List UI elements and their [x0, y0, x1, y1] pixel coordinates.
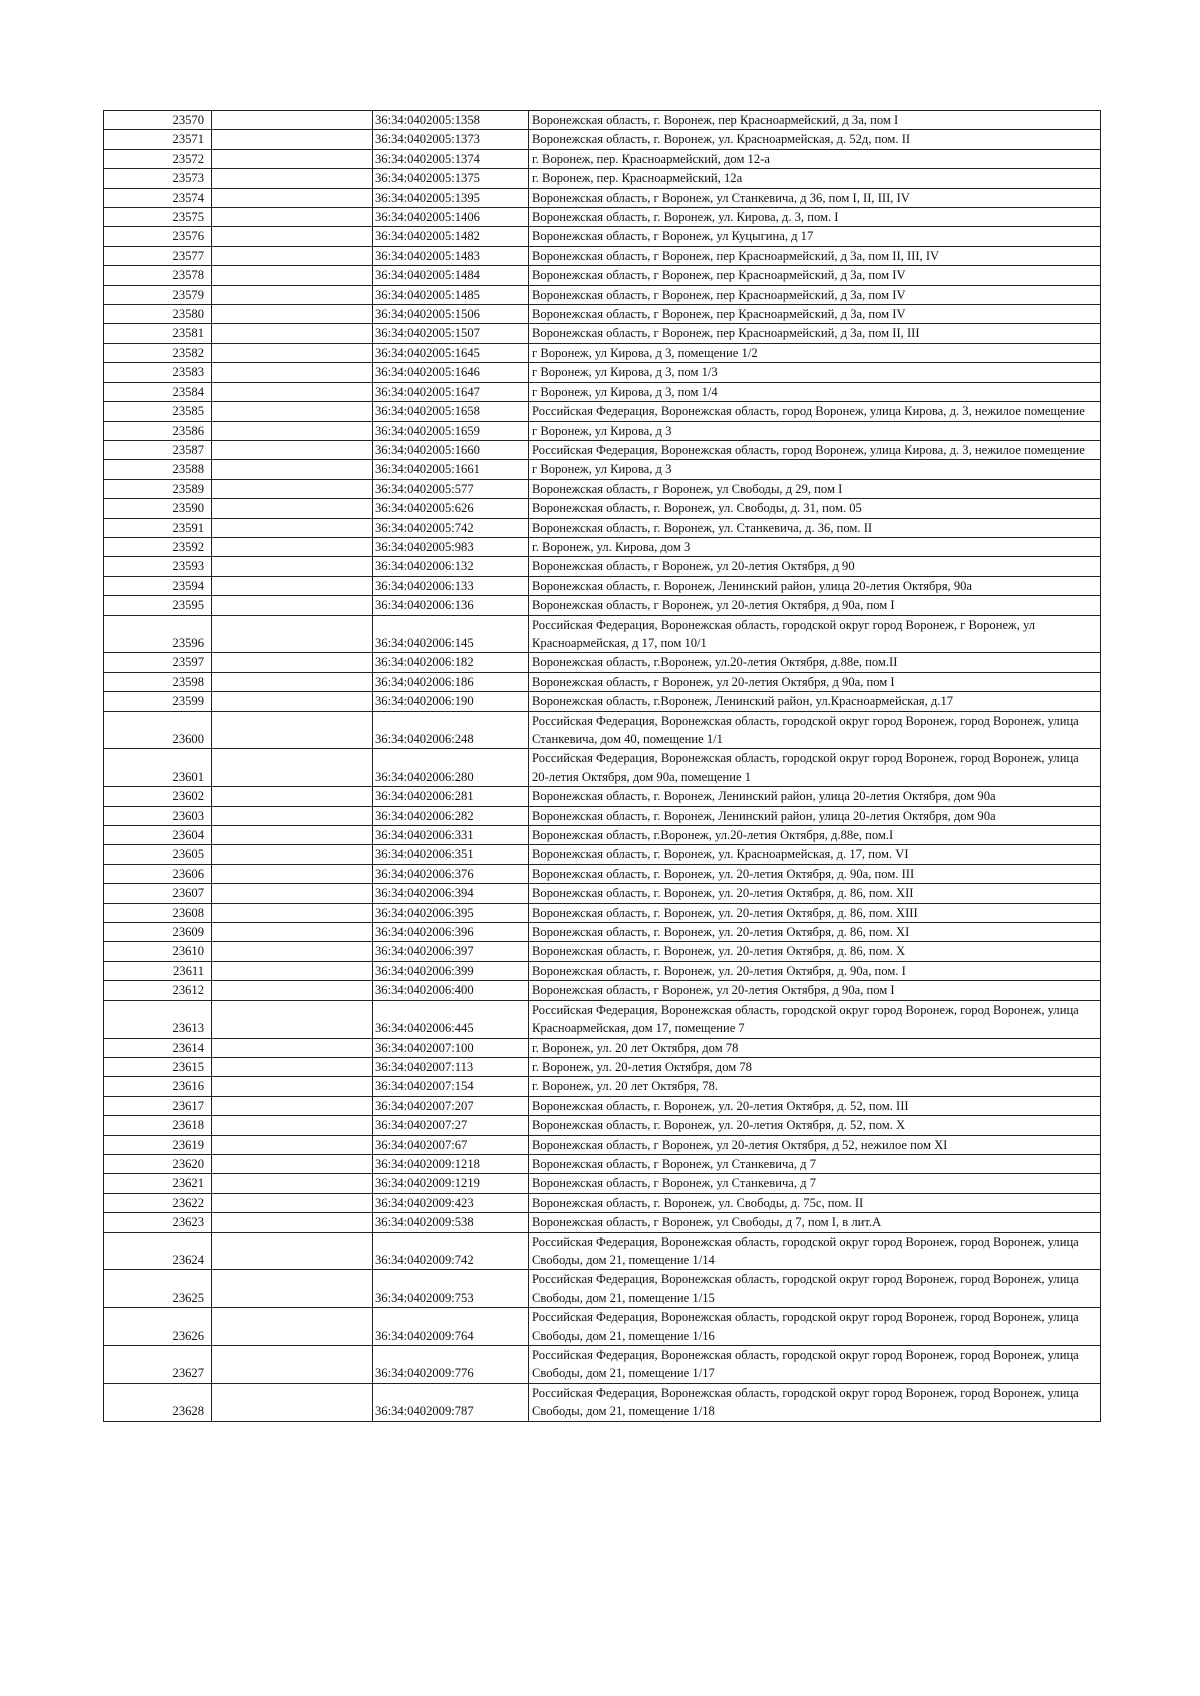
row-number-cell: 23578 — [104, 266, 212, 285]
address-cell: Воронежская область, г Воронеж, ул 20-летия Октября, д 90а, пом I — [529, 672, 1101, 691]
table-row — [104, 1057, 1101, 1076]
empty-cell — [212, 130, 373, 149]
table-row — [104, 1270, 1101, 1308]
row-number-cell: 23584 — [104, 382, 212, 401]
empty-cell — [212, 653, 373, 672]
table-row — [104, 305, 1101, 324]
cadastral-number-cell: 36:34:0402006:281 — [373, 787, 529, 806]
row-number-cell: 23601 — [104, 749, 212, 787]
row-number-cell: 23624 — [104, 1232, 212, 1270]
address-cell: Воронежская область, г. Воронеж, ул. 20-летия Октября, д. 86, пом. XIII — [529, 903, 1101, 922]
row-number-cell: 23583 — [104, 363, 212, 382]
cadastral-number-cell: 36:34:0402006:182 — [373, 653, 529, 672]
empty-cell — [212, 923, 373, 942]
row-number-cell: 23577 — [104, 246, 212, 265]
cadastral-number-cell: 36:34:0402006:394 — [373, 884, 529, 903]
table-row — [104, 596, 1101, 615]
table-row — [104, 845, 1101, 864]
table-row — [104, 499, 1101, 518]
address-cell: Воронежская область, г Воронеж, пер Красноармейский, д 3а, пом IV — [529, 266, 1101, 285]
empty-cell — [212, 942, 373, 961]
row-number-cell: 23621 — [104, 1174, 212, 1193]
row-number-cell: 23600 — [104, 711, 212, 749]
table-row — [104, 460, 1101, 479]
cadastral-number-cell: 36:34:0402005:1507 — [373, 324, 529, 343]
address-cell: Воронежская область, г. Воронеж, ул. 20-летия Октября, д. 86, пом. XI — [529, 923, 1101, 942]
row-number-cell: 23618 — [104, 1116, 212, 1135]
empty-cell — [212, 440, 373, 459]
cadastral-number-cell: 36:34:0402005:1484 — [373, 266, 529, 285]
cadastral-number-cell: 36:34:0402005:626 — [373, 499, 529, 518]
table-row — [104, 615, 1101, 653]
address-cell: Воронежская область, г. Воронеж, ул. Свободы, д. 75с, пом. II — [529, 1193, 1101, 1212]
property-table-body — [104, 111, 1101, 1422]
address-cell: Воронежская область, г Воронеж, ул 20-летия Октября, д 90а, пом I — [529, 981, 1101, 1000]
table-row — [104, 149, 1101, 168]
table-row — [104, 382, 1101, 401]
address-cell: Российская Федерация, Воронежская область, город Воронеж, улица Кирова, д. 3, нежилое помещение — [529, 440, 1101, 459]
cadastral-number-cell: 36:34:0402007:154 — [373, 1077, 529, 1096]
cadastral-number-cell: 36:34:0402006:280 — [373, 749, 529, 787]
empty-cell — [212, 1346, 373, 1384]
address-cell: Воронежская область, г Воронеж, ул 20-летия Октября, д 52, нежилое пом XI — [529, 1135, 1101, 1154]
row-number-cell: 23588 — [104, 460, 212, 479]
row-number-cell: 23608 — [104, 903, 212, 922]
empty-cell — [212, 1096, 373, 1115]
empty-cell — [212, 266, 373, 285]
address-cell: г. Воронеж, пер. Красноармейский, 12а — [529, 169, 1101, 188]
cadastral-number-cell: 36:34:0402005:1485 — [373, 285, 529, 304]
address-cell: Воронежская область, г. Воронеж, ул. Красноармейская, д. 17, пом. VI — [529, 845, 1101, 864]
empty-cell — [212, 305, 373, 324]
address-cell: Воронежская область, г.Воронеж, ул.20-летия Октября, д.88е, пом.II — [529, 653, 1101, 672]
address-cell: Воронежская область, г. Воронеж, ул. 20-летия Октября, д. 52, пом. X — [529, 1116, 1101, 1135]
empty-cell — [212, 208, 373, 227]
row-number-cell: 23580 — [104, 305, 212, 324]
row-number-cell: 23597 — [104, 653, 212, 672]
table-row — [104, 1135, 1101, 1154]
address-cell: Российская Федерация, Воронежская область, городской округ город Воронеж, город Воронеж, улица Свободы, дом 21, помещение 1/17 — [529, 1346, 1101, 1384]
row-number-cell: 23623 — [104, 1213, 212, 1232]
table-row — [104, 711, 1101, 749]
empty-cell — [212, 111, 373, 130]
table-row — [104, 981, 1101, 1000]
cadastral-number-cell: 36:34:0402007:67 — [373, 1135, 529, 1154]
cadastral-number-cell: 36:34:0402005:1645 — [373, 343, 529, 362]
row-number-cell: 23614 — [104, 1038, 212, 1057]
cadastral-number-cell: 36:34:0402006:190 — [373, 692, 529, 711]
row-number-cell: 23593 — [104, 557, 212, 576]
empty-cell — [212, 903, 373, 922]
table-row — [104, 1232, 1101, 1270]
row-number-cell: 23626 — [104, 1308, 212, 1346]
address-cell: Воронежская область, г Воронеж, ул Станкевича, д 7 — [529, 1154, 1101, 1173]
cadastral-number-cell: 36:34:0402005:1659 — [373, 421, 529, 440]
table-row — [104, 1193, 1101, 1212]
empty-cell — [212, 1000, 373, 1038]
table-row — [104, 903, 1101, 922]
address-cell: Воронежская область, г Воронеж, ул 20-летия Октября, д 90 — [529, 557, 1101, 576]
cadastral-number-cell: 36:34:0402005:1506 — [373, 305, 529, 324]
row-number-cell: 23603 — [104, 806, 212, 825]
table-row — [104, 130, 1101, 149]
cadastral-number-cell: 36:34:0402009:423 — [373, 1193, 529, 1212]
empty-cell — [212, 557, 373, 576]
row-number-cell: 23595 — [104, 596, 212, 615]
cadastral-number-cell: 36:34:0402006:397 — [373, 942, 529, 961]
empty-cell — [212, 343, 373, 362]
table-row — [104, 1077, 1101, 1096]
row-number-cell: 23596 — [104, 615, 212, 653]
address-cell: Воронежская область, г.Воронеж, Ленинский район, ул.Красноармейская, д.17 — [529, 692, 1101, 711]
table-row — [104, 266, 1101, 285]
table-row — [104, 285, 1101, 304]
address-cell: Российская Федерация, Воронежская область, городской округ город Воронеж, г Воронеж, ул Красноармейская, д 17, пом 10/1 — [529, 615, 1101, 653]
row-number-cell: 23576 — [104, 227, 212, 246]
cadastral-number-cell: 36:34:0402007:113 — [373, 1057, 529, 1076]
address-cell: г Воронеж, ул Кирова, д 3 — [529, 421, 1101, 440]
row-number-cell: 23610 — [104, 942, 212, 961]
address-cell: Воронежская область, г Воронеж, ул Станкевича, д 36, пом I, II, III, IV — [529, 188, 1101, 207]
empty-cell — [212, 1057, 373, 1076]
table-row — [104, 826, 1101, 845]
row-number-cell: 23594 — [104, 576, 212, 595]
table-row — [104, 806, 1101, 825]
table-row — [104, 653, 1101, 672]
empty-cell — [212, 537, 373, 556]
address-cell: Воронежская область, г. Воронеж, Ленинский район, улица 20-летия Октября, дом 90а — [529, 787, 1101, 806]
cadastral-number-cell: 36:34:0402005:1661 — [373, 460, 529, 479]
table-row — [104, 421, 1101, 440]
cadastral-number-cell: 36:34:0402005:1647 — [373, 382, 529, 401]
table-row — [104, 1308, 1101, 1346]
cadastral-number-cell: 36:34:0402005:983 — [373, 537, 529, 556]
address-cell: г Воронеж, ул Кирова, д 3, пом 1/3 — [529, 363, 1101, 382]
row-number-cell: 23571 — [104, 130, 212, 149]
cadastral-number-cell: 36:34:0402009:1218 — [373, 1154, 529, 1173]
empty-cell — [212, 961, 373, 980]
empty-cell — [212, 402, 373, 421]
empty-cell — [212, 787, 373, 806]
row-number-cell: 23590 — [104, 499, 212, 518]
empty-cell — [212, 421, 373, 440]
cadastral-number-cell: 36:34:0402006:376 — [373, 864, 529, 883]
address-cell: Воронежская область, г Воронеж, ул Свободы, д 7, пом I, в лит.А — [529, 1213, 1101, 1232]
address-cell: г Воронеж, ул Кирова, д 3 — [529, 460, 1101, 479]
address-cell: Российская Федерация, Воронежская область, городской округ город Воронеж, город Воронеж, улица Станкевича, дом 40, помещение 1/1 — [529, 711, 1101, 749]
table-row — [104, 1154, 1101, 1173]
empty-cell — [212, 227, 373, 246]
cadastral-number-cell: 36:34:0402005:577 — [373, 479, 529, 498]
empty-cell — [212, 169, 373, 188]
address-cell: Воронежская область, г.Воронеж, ул.20-летия Октября, д.88е, пом.I — [529, 826, 1101, 845]
table-row — [104, 557, 1101, 576]
empty-cell — [212, 692, 373, 711]
address-cell: Воронежская область, г. Воронеж, ул. Кирова, д. 3, пом. I — [529, 208, 1101, 227]
table-row — [104, 1038, 1101, 1057]
row-number-cell: 23579 — [104, 285, 212, 304]
table-row — [104, 1174, 1101, 1193]
address-cell: Воронежская область, г. Воронеж, Ленинский район, улица 20-летия Октября, 90а — [529, 576, 1101, 595]
row-number-cell: 23617 — [104, 1096, 212, 1115]
empty-cell — [212, 285, 373, 304]
table-row — [104, 749, 1101, 787]
cadastral-number-cell: 36:34:0402006:351 — [373, 845, 529, 864]
address-cell: Воронежская область, г. Воронеж, Ленинский район, улица 20-летия Октября, дом 90а — [529, 806, 1101, 825]
address-cell: Воронежская область, г Воронеж, пер Красноармейский, д 3а, пом IV — [529, 305, 1101, 324]
table-row — [104, 246, 1101, 265]
cadastral-number-cell: 36:34:0402007:27 — [373, 1116, 529, 1135]
empty-cell — [212, 1174, 373, 1193]
cadastral-number-cell: 36:34:0402006:395 — [373, 903, 529, 922]
row-number-cell: 23609 — [104, 923, 212, 942]
empty-cell — [212, 711, 373, 749]
cadastral-number-cell: 36:34:0402006:331 — [373, 826, 529, 845]
row-number-cell: 23591 — [104, 518, 212, 537]
empty-cell — [212, 749, 373, 787]
empty-cell — [212, 1193, 373, 1212]
cadastral-number-cell: 36:34:0402005:1374 — [373, 149, 529, 168]
empty-cell — [212, 1135, 373, 1154]
cadastral-number-cell: 36:34:0402009:776 — [373, 1346, 529, 1384]
row-number-cell: 23575 — [104, 208, 212, 227]
table-row — [104, 188, 1101, 207]
row-number-cell: 23615 — [104, 1057, 212, 1076]
row-number-cell: 23612 — [104, 981, 212, 1000]
row-number-cell: 23574 — [104, 188, 212, 207]
row-number-cell: 23585 — [104, 402, 212, 421]
row-number-cell: 23587 — [104, 440, 212, 459]
table-row — [104, 942, 1101, 961]
address-cell: Российская Федерация, Воронежская область, город Воронеж, улица Кирова, д. 3, нежилое помещение — [529, 402, 1101, 421]
empty-cell — [212, 615, 373, 653]
address-cell: Воронежская область, г. Воронеж, ул. 20-летия Октября, д. 90а, пом. III — [529, 864, 1101, 883]
address-cell: Воронежская область, г. Воронеж, ул. 20-летия Октября, д. 52, пом. III — [529, 1096, 1101, 1115]
table-row — [104, 672, 1101, 691]
table-row — [104, 1383, 1101, 1421]
cadastral-number-cell: 36:34:0402006:186 — [373, 672, 529, 691]
cadastral-number-cell: 36:34:0402005:1646 — [373, 363, 529, 382]
address-cell: Российская Федерация, Воронежская область, городской округ город Воронеж, город Воронеж, улица Красноармейская, дом 17, помещение 7 — [529, 1000, 1101, 1038]
empty-cell — [212, 1383, 373, 1421]
empty-cell — [212, 981, 373, 1000]
table-row — [104, 576, 1101, 595]
cadastral-number-cell: 36:34:0402005:1658 — [373, 402, 529, 421]
empty-cell — [212, 806, 373, 825]
empty-cell — [212, 460, 373, 479]
cadastral-number-cell: 36:34:0402007:100 — [373, 1038, 529, 1057]
empty-cell — [212, 1077, 373, 1096]
empty-cell — [212, 576, 373, 595]
address-cell: г. Воронеж, ул. Кирова, дом 3 — [529, 537, 1101, 556]
cadastral-number-cell: 36:34:0402006:133 — [373, 576, 529, 595]
cadastral-number-cell: 36:34:0402006:396 — [373, 923, 529, 942]
empty-cell — [212, 324, 373, 343]
cadastral-number-cell: 36:34:0402007:207 — [373, 1096, 529, 1115]
empty-cell — [212, 1154, 373, 1173]
cadastral-number-cell: 36:34:0402005:1660 — [373, 440, 529, 459]
row-number-cell: 23611 — [104, 961, 212, 980]
table-row — [104, 440, 1101, 459]
cadastral-number-cell: 36:34:0402006:145 — [373, 615, 529, 653]
address-cell: г Воронеж, ул Кирова, д 3, помещение 1/2 — [529, 343, 1101, 362]
address-cell: Воронежская область, г Воронеж, ул Свободы, д 29, пом I — [529, 479, 1101, 498]
row-number-cell: 23589 — [104, 479, 212, 498]
address-cell: г. Воронеж, ул. 20-летия Октября, дом 78 — [529, 1057, 1101, 1076]
table-row — [104, 111, 1101, 130]
address-cell: Российская Федерация, Воронежская область, городской округ город Воронеж, город Воронеж, улица 20-летия Октября, дом 90а, помещение 1 — [529, 749, 1101, 787]
row-number-cell: 23572 — [104, 149, 212, 168]
address-cell: г. Воронеж, пер. Красноармейский, дом 12-а — [529, 149, 1101, 168]
address-cell: Воронежская область, г Воронеж, пер Красноармейский, д 3а, пом II, III, IV — [529, 246, 1101, 265]
address-cell: Воронежская область, г. Воронеж, ул. Станкевича, д. 36, пом. II — [529, 518, 1101, 537]
cadastral-number-cell: 36:34:0402005:1482 — [373, 227, 529, 246]
cadastral-number-cell: 36:34:0402006:136 — [373, 596, 529, 615]
row-number-cell: 23582 — [104, 343, 212, 362]
address-cell: Воронежская область, г. Воронеж, ул. Свободы, д. 31, пом. 05 — [529, 499, 1101, 518]
cadastral-number-cell: 36:34:0402006:132 — [373, 557, 529, 576]
cadastral-number-cell: 36:34:0402006:399 — [373, 961, 529, 980]
address-cell: Российская Федерация, Воронежская область, городской округ город Воронеж, город Воронеж, улица Свободы, дом 21, помещение 1/16 — [529, 1308, 1101, 1346]
address-cell: Воронежская область, г. Воронеж, ул. 20-летия Октября, д. 86, пом. X — [529, 942, 1101, 961]
empty-cell — [212, 672, 373, 691]
table-row — [104, 169, 1101, 188]
empty-cell — [212, 1270, 373, 1308]
empty-cell — [212, 884, 373, 903]
row-number-cell: 23622 — [104, 1193, 212, 1212]
empty-cell — [212, 596, 373, 615]
empty-cell — [212, 499, 373, 518]
empty-cell — [212, 1038, 373, 1057]
empty-cell — [212, 1213, 373, 1232]
empty-cell — [212, 518, 373, 537]
cadastral-number-cell: 36:34:0402006:248 — [373, 711, 529, 749]
empty-cell — [212, 246, 373, 265]
table-row — [104, 537, 1101, 556]
cadastral-number-cell: 36:34:0402006:445 — [373, 1000, 529, 1038]
cadastral-number-cell: 36:34:0402009:764 — [373, 1308, 529, 1346]
address-cell: г. Воронеж, ул. 20 лет Октября, 78. — [529, 1077, 1101, 1096]
address-cell: Воронежская область, г Воронеж, ул Куцыгина, д 17 — [529, 227, 1101, 246]
empty-cell — [212, 1308, 373, 1346]
table-row — [104, 343, 1101, 362]
address-cell: Воронежская область, г. Воронеж, ул. Красноармейская, д. 52д, пом. II — [529, 130, 1101, 149]
table-row — [104, 787, 1101, 806]
table-row — [104, 1346, 1101, 1384]
address-cell: Воронежская область, г Воронеж, ул Станкевича, д 7 — [529, 1174, 1101, 1193]
table-row — [104, 884, 1101, 903]
address-cell: Воронежская область, г. Воронеж, ул. 20-летия Октября, д. 86, пом. XII — [529, 884, 1101, 903]
row-number-cell: 23606 — [104, 864, 212, 883]
table-row — [104, 479, 1101, 498]
empty-cell — [212, 845, 373, 864]
table-row — [104, 1096, 1101, 1115]
empty-cell — [212, 149, 373, 168]
table-row — [104, 518, 1101, 537]
cadastral-number-cell: 36:34:0402006:400 — [373, 981, 529, 1000]
row-number-cell: 23616 — [104, 1077, 212, 1096]
empty-cell — [212, 826, 373, 845]
table-row — [104, 363, 1101, 382]
address-cell: Российская Федерация, Воронежская область, городской округ город Воронеж, город Воронеж, улица Свободы, дом 21, помещение 1/14 — [529, 1232, 1101, 1270]
row-number-cell: 23619 — [104, 1135, 212, 1154]
row-number-cell: 23598 — [104, 672, 212, 691]
row-number-cell: 23627 — [104, 1346, 212, 1384]
table-row — [104, 961, 1101, 980]
row-number-cell: 23581 — [104, 324, 212, 343]
empty-cell — [212, 1116, 373, 1135]
row-number-cell: 23602 — [104, 787, 212, 806]
cadastral-number-cell: 36:34:0402009:787 — [373, 1383, 529, 1421]
cadastral-number-cell: 36:34:0402005:1373 — [373, 130, 529, 149]
address-cell: Российская Федерация, Воронежская область, городской округ город Воронеж, город Воронеж, улица Свободы, дом 21, помещение 1/15 — [529, 1270, 1101, 1308]
cadastral-number-cell: 36:34:0402005:1406 — [373, 208, 529, 227]
address-cell: Российская Федерация, Воронежская область, городской округ город Воронеж, город Воронеж, улица Свободы, дом 21, помещение 1/18 — [529, 1383, 1101, 1421]
address-cell: Воронежская область, г Воронеж, пер Красноармейский, д 3а, пом IV — [529, 285, 1101, 304]
empty-cell — [212, 363, 373, 382]
row-number-cell: 23613 — [104, 1000, 212, 1038]
address-cell: Воронежская область, г. Воронеж, пер Красноармейский, д 3а, пом I — [529, 111, 1101, 130]
cadastral-number-cell: 36:34:0402005:1483 — [373, 246, 529, 265]
table-row — [104, 227, 1101, 246]
row-number-cell: 23599 — [104, 692, 212, 711]
empty-cell — [212, 382, 373, 401]
cadastral-number-cell: 36:34:0402005:742 — [373, 518, 529, 537]
table-row — [104, 692, 1101, 711]
address-cell: г. Воронеж, ул. 20 лет Октября, дом 78 — [529, 1038, 1101, 1057]
empty-cell — [212, 188, 373, 207]
row-number-cell: 23592 — [104, 537, 212, 556]
table-row — [104, 208, 1101, 227]
empty-cell — [212, 479, 373, 498]
row-number-cell: 23625 — [104, 1270, 212, 1308]
table-row — [104, 402, 1101, 421]
cadastral-number-cell: 36:34:0402005:1395 — [373, 188, 529, 207]
row-number-cell: 23620 — [104, 1154, 212, 1173]
table-row — [104, 923, 1101, 942]
row-number-cell: 23605 — [104, 845, 212, 864]
table-row — [104, 1213, 1101, 1232]
empty-cell — [212, 1232, 373, 1270]
property-table — [103, 110, 1101, 1422]
row-number-cell: 23586 — [104, 421, 212, 440]
table-row — [104, 1000, 1101, 1038]
row-number-cell: 23628 — [104, 1383, 212, 1421]
table-row — [104, 324, 1101, 343]
address-cell: Воронежская область, г. Воронеж, ул. 20-летия Октября, д. 90а, пом. I — [529, 961, 1101, 980]
empty-cell — [212, 864, 373, 883]
row-number-cell: 23570 — [104, 111, 212, 130]
row-number-cell: 23573 — [104, 169, 212, 188]
row-number-cell: 23607 — [104, 884, 212, 903]
row-number-cell: 23604 — [104, 826, 212, 845]
cadastral-number-cell: 36:34:0402009:753 — [373, 1270, 529, 1308]
address-cell: Воронежская область, г Воронеж, ул 20-летия Октября, д 90а, пом I — [529, 596, 1101, 615]
address-cell: г Воронеж, ул Кирова, д 3, пом 1/4 — [529, 382, 1101, 401]
table-row — [104, 864, 1101, 883]
cadastral-number-cell: 36:34:0402005:1358 — [373, 111, 529, 130]
cadastral-number-cell: 36:34:0402009:538 — [373, 1213, 529, 1232]
address-cell: Воронежская область, г Воронеж, пер Красноармейский, д 3а, пом II, III — [529, 324, 1101, 343]
table-row — [104, 1116, 1101, 1135]
cadastral-number-cell: 36:34:0402009:742 — [373, 1232, 529, 1270]
cadastral-number-cell: 36:34:0402005:1375 — [373, 169, 529, 188]
cadastral-number-cell: 36:34:0402009:1219 — [373, 1174, 529, 1193]
cadastral-number-cell: 36:34:0402006:282 — [373, 806, 529, 825]
